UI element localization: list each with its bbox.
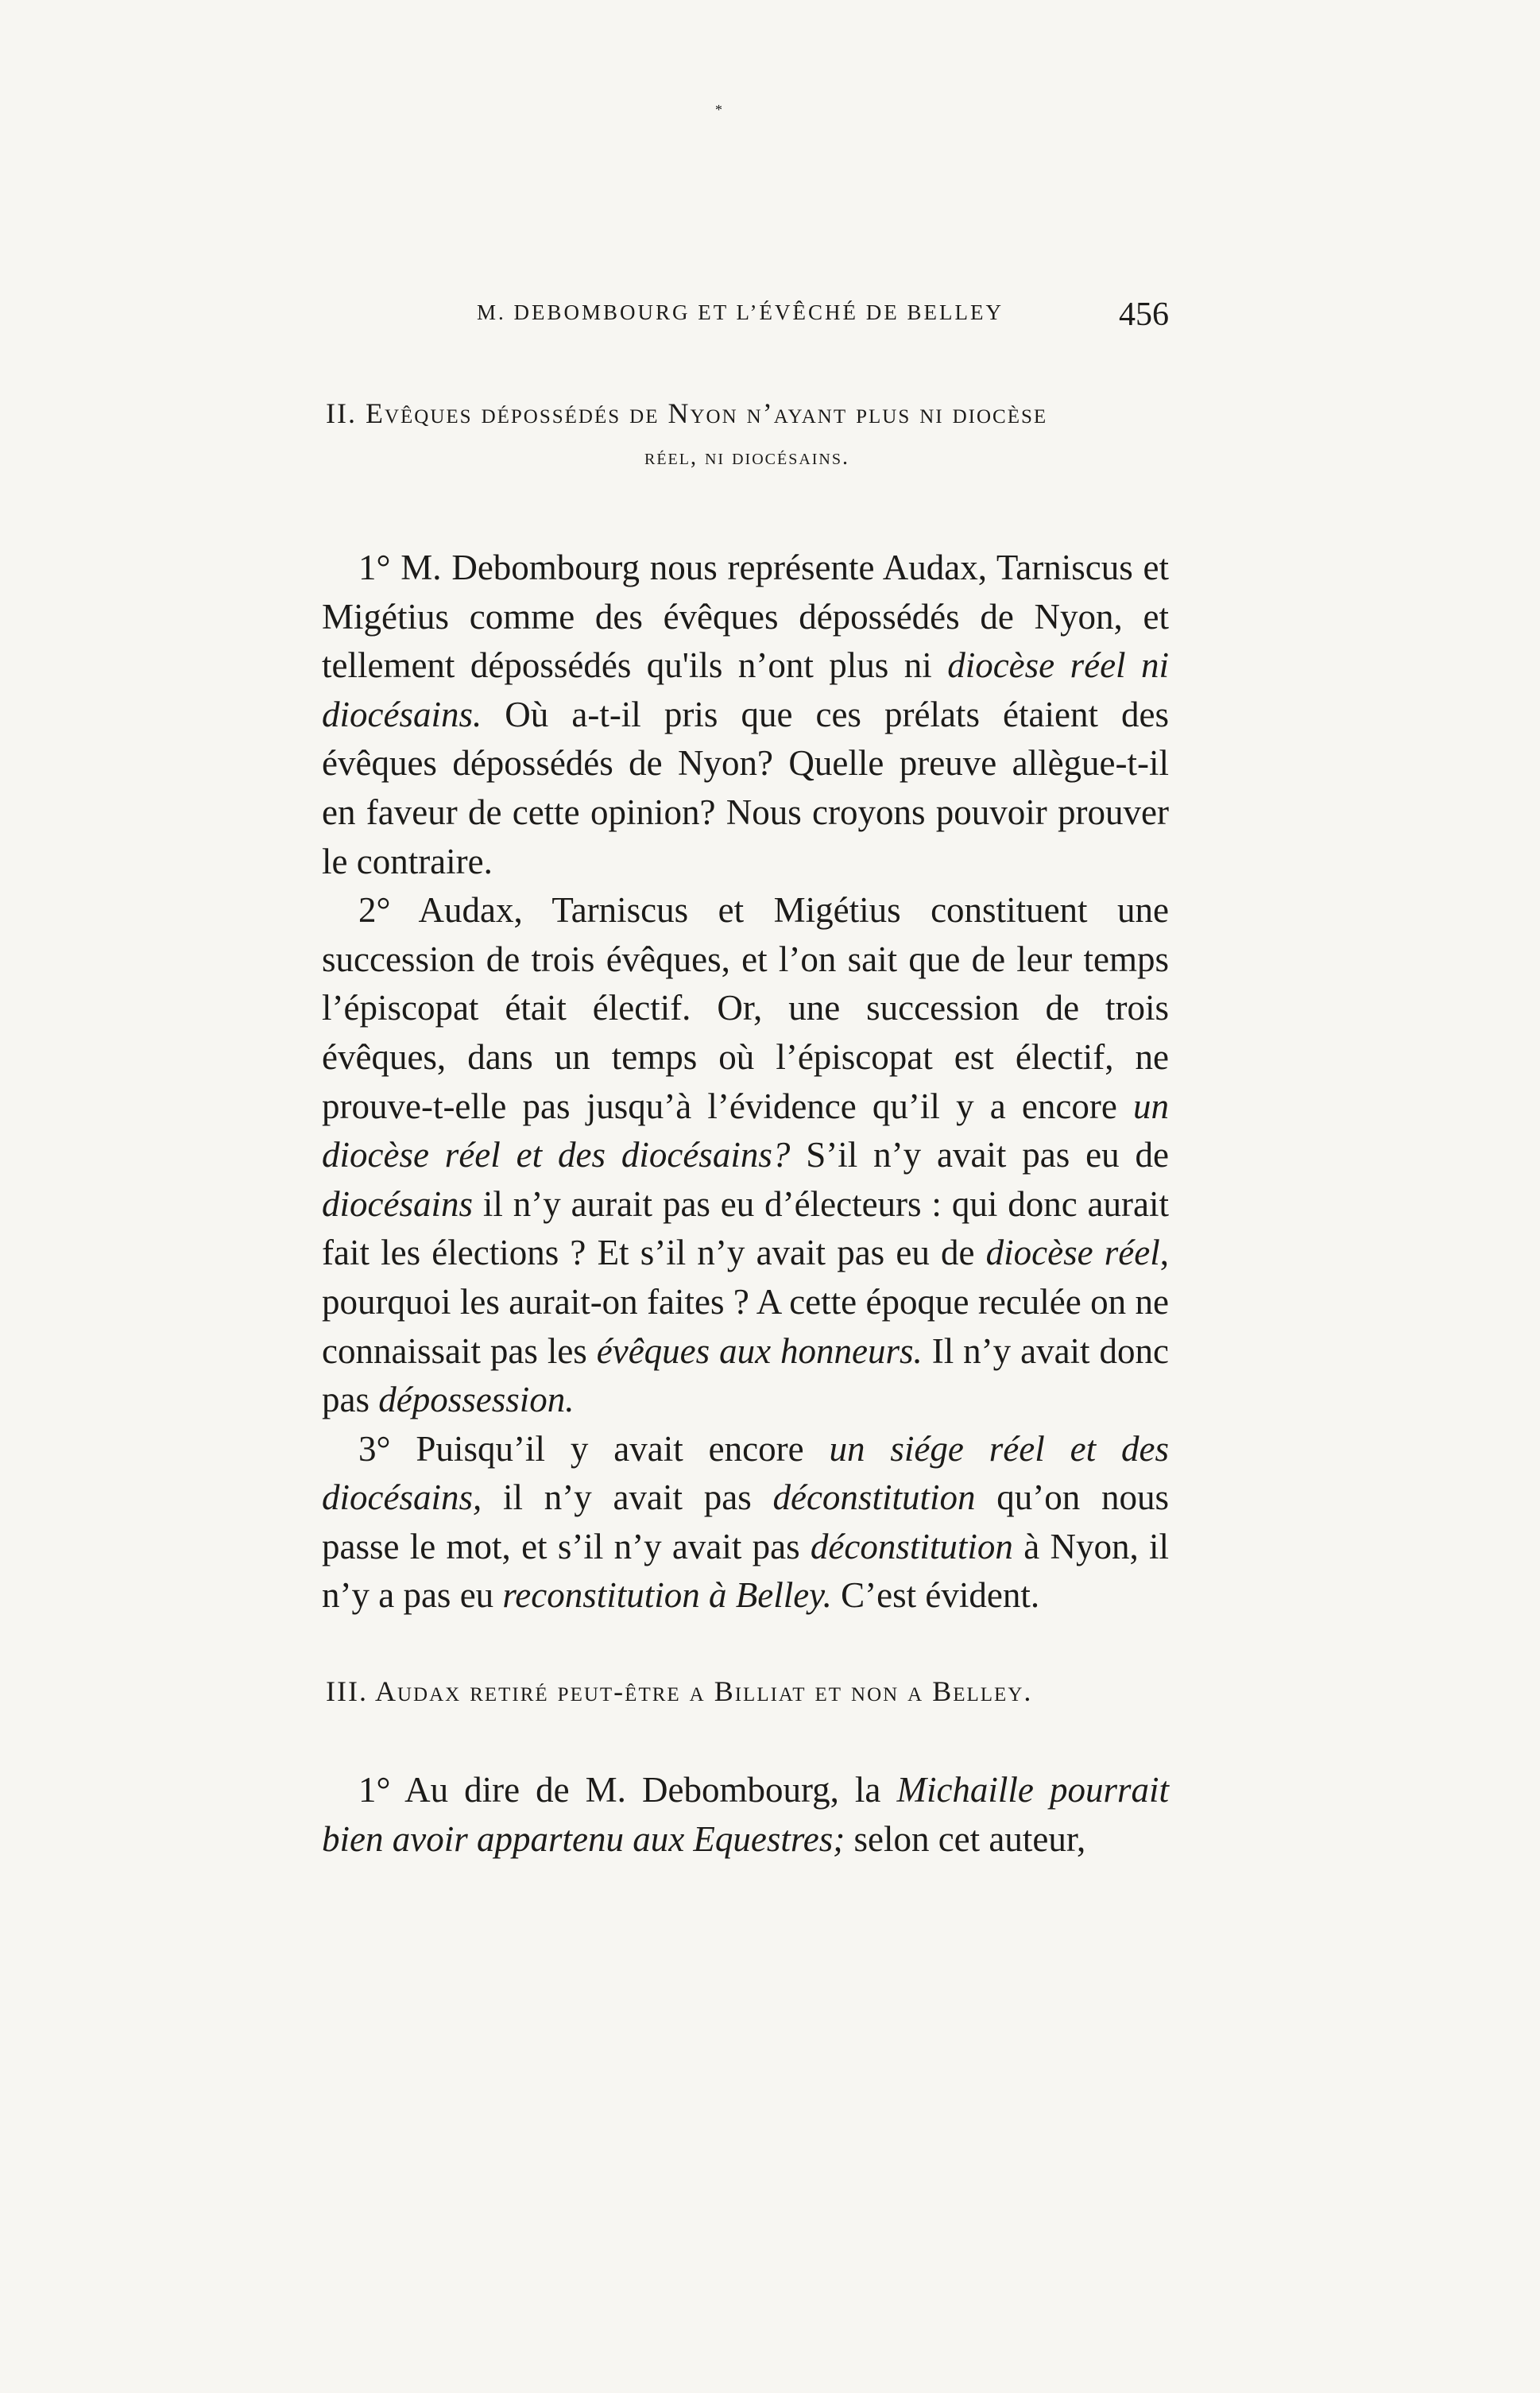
paragraph-4: 1° Au dire de M. Debombourg, la Michaille pourrait bien avoir appartenu aux Equestres; selon cet auteur,	[322, 1770, 1169, 1859]
paragraph-3: 3° Puisqu’il y avait encore un siége réel et des diocésains, il n’y avait pas déconstitution qu’on nous passe le mot, et s’il n’y avait pas déconstitution à Nyon, il n’y a pas eu reconstitution à Belley. C’est évident.	[322, 1428, 1169, 1616]
running-title: M. DEBOMBOURG ET L’ÉVÊCHÉ DE BELLEY	[477, 300, 1004, 324]
section-ii-body	[322, 544, 1169, 1621]
section-heading-iii: III. Audax retiré peut-être a Billiat et non a Belley.	[326, 1675, 1033, 1707]
ornament-mark: *	[715, 102, 722, 118]
section-heading-ii-line2: réel, ni diocésains.	[644, 445, 849, 470]
paragraph-2: 2° Audax, Tarniscus et Migétius constituent une succession de trois évêques, et l’on sait que de leur temps l’épiscopat était électif. Or, une succession de trois évêques, dans un temps où l’épiscopat est électif, ne prouve-t-elle pas jusqu’à l’évidence qu’il y a encore un diocèse réel et des diocésains? S’il n’y avait pas eu de diocésains il n’y aurait pas eu d’électeurs : qui donc aurait fait les élections ? Et s’il n’y avait pas eu de diocèse réel, pourquoi les aurait-on faites ? A cette époque reculée on ne connaissait pas les évêques aux honneurs. Il n’y avait donc pas dépossession.	[322, 890, 1169, 1420]
section-iii-body	[322, 1766, 1169, 1864]
section-heading-ii	[326, 391, 1168, 480]
page-number: 456	[1119, 296, 1169, 333]
section-heading-ii-line1: II. Evêques dépossédés de Nyon n’ayant plus ni diocèse	[326, 397, 1048, 429]
paragraph-1: 1° M. Debombourg nous représente Audax, Tarniscus et Migétius comme des évêques dépossédés de Nyon, et tellement dépossédés qu'ils n’ont plus ni diocèse réel ni diocésains. Où a-t-il pris que ces prélats étaient des évêques dépossédés de Nyon? Quelle preuve allègue-t-il en faveur de cette opinion? Nous croyons pouvoir prouver le contraire.	[322, 548, 1169, 881]
